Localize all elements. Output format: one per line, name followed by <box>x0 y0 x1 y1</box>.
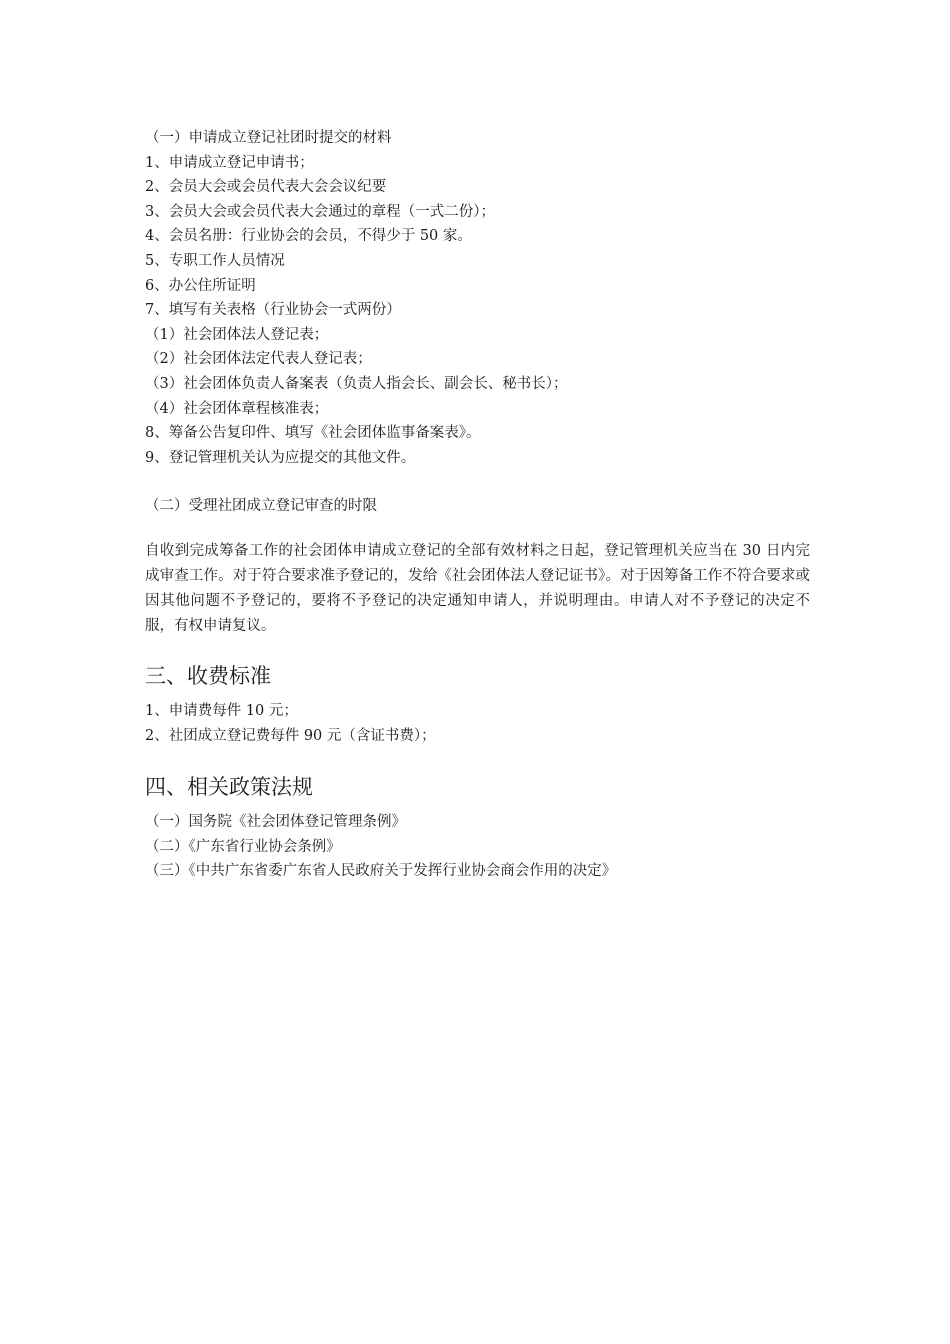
spacer <box>145 519 810 539</box>
spacer <box>145 470 810 494</box>
list-item: （一）国务院《社会团体登记管理条例》 <box>145 814 406 831</box>
materials-list <box>145 151 810 471</box>
document-content <box>145 126 810 884</box>
list-item: 6、办公住所证明 <box>145 277 256 294</box>
list-item: 2、会员大会或会员代表大会会议纪要 <box>145 179 387 196</box>
list-item: 8、筹备公告复印件、填写《社会团体监事备案表》。 <box>145 425 481 442</box>
list-item: 1、申请成立登记申请书； <box>145 154 314 171</box>
materials-subheading: （一）申请成立登记社团时提交的材料 <box>145 130 392 146</box>
list-item: 4、会员名册：行业协会的会员，不得少于 50 家。 <box>145 228 472 245</box>
list-item: 9、登记管理机关认为应提交的其他文件。 <box>145 449 416 466</box>
time-limit-paragraph: 自收到完成筹备工作的社会团体申请成立登记的全部有效材料之日起，登记管理机关应当在 30 日内完成审查工作。对于符合要求准予登记的，发给《社会团体法人登记证书》。对于因筹备工作不符合要求或因其他问题不予登记的，要将不予登记的决定通知申请人，并说明理由。申请人对不予登记的决定不服，有权申请复议。 <box>145 542 810 634</box>
fees-list <box>145 699 810 748</box>
list-item: 7、填写有关表格（行业协会一式两份） <box>145 302 401 319</box>
spacer <box>145 748 810 772</box>
fees-heading: 三、收费标准 <box>145 663 271 688</box>
spacer <box>145 691 810 699</box>
list-item: 1、申请费每件 10 元； <box>145 702 298 719</box>
list-item: （1）社会团体法人登记表； <box>145 326 329 343</box>
laws-heading: 四、相关政策法规 <box>145 775 313 800</box>
list-item: 2、社团成立登记费每件 90 元（含证书费）； <box>145 727 436 744</box>
list-item: （2）社会团体法定代表人登记表； <box>145 351 372 368</box>
laws-list <box>145 810 810 884</box>
spacer <box>145 639 810 661</box>
list-item: （4）社会团体章程核准表； <box>145 400 329 417</box>
list-item: 5、专职工作人员情况 <box>145 252 285 269</box>
list-item: （二）《广东省行业协会条例》 <box>145 838 341 855</box>
list-item: （3）社会团体负责人备案表（负责人指会长、副会长、秘书长）； <box>145 375 568 392</box>
time-limit-subheading: （二）受理社团成立登记审查的时限 <box>145 498 377 515</box>
spacer <box>145 802 810 810</box>
list-item: 3、会员大会或会员代表大会通过的章程（一式二份）； <box>145 203 495 220</box>
list-item: （三）《中共广东省委广东省人民政府关于发挥行业协会商会作用的决定》 <box>145 863 617 880</box>
